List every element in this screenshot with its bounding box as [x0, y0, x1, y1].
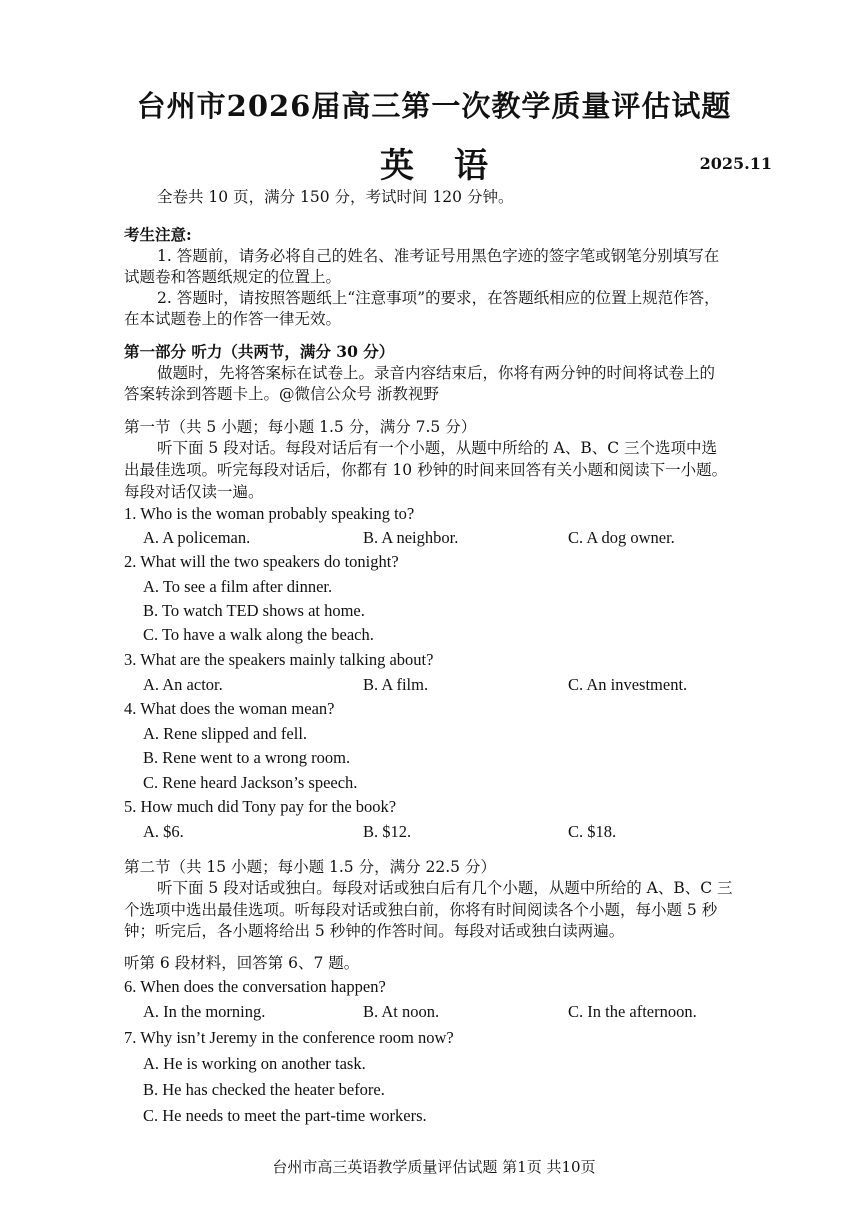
notice-item-2: 2. 答题时，请按照答题纸上“注意事项”的要求，在答题纸相应的位置上规范作答， [157, 289, 720, 307]
section1-instructions: 听下面 5 段对话。每段对话后有一个小题，从题中所给的 A、B、C 三个选项中选 [157, 439, 718, 457]
option-c: C. An investment. [568, 675, 688, 694]
option-c: C. In the afternoon. [568, 1002, 697, 1021]
question-4-option-b: B. Rene went to a wrong room. [143, 748, 351, 767]
option-c: C. A dog owner. [568, 528, 675, 547]
part1-instructions: 做题时，先将答案标在试卷上。录音内容结束后，你将有两分钟的时间将试卷上的 [157, 364, 716, 382]
notice-heading: 考生注意: [124, 225, 192, 244]
question-6: 6. When does the conversation happen? [124, 977, 386, 996]
subject-title: 英语 [380, 146, 528, 186]
notice-item-1-cont: 试题卷和答题纸规定的位置上。 [124, 268, 342, 286]
question-4-option-a: A. Rene slipped and fell. [143, 724, 308, 743]
option-c: C. $18. [568, 822, 617, 841]
question-7: 7. Why isn’t Jeremy in the conference room now? [124, 1028, 454, 1047]
page-footer: 台州市高三英语教学质量评估试题 第1页 共10页 [272, 1158, 596, 1176]
question-2-option-c: C. To have a walk along the beach. [143, 625, 374, 644]
question-7-option-b: B. He has checked the heater before. [143, 1080, 385, 1099]
exam-date: 2025.11 [699, 154, 772, 173]
option-a: A. A policeman. [143, 528, 251, 547]
section2-instructions: 听下面 5 段对话或独白。每段对话或独白后有几个小题，从题中所给的 A、B、C 三 [157, 879, 733, 897]
question-5: 5. How much did Tony pay for the book? [124, 797, 397, 816]
option-a: A. An actor. [143, 675, 223, 694]
part1-heading: 第一部分 听力（共两节，满分 30 分） [124, 342, 395, 361]
question-3: 3. What are the speakers mainly talking about? [124, 650, 434, 669]
section1-heading: 第一节（共 5 小题；每小题 1.5 分，满分 7.5 分） [124, 418, 477, 436]
section1-instructions-end: 每段对话仅读一遍。 [124, 483, 264, 501]
option-b: B. At noon. [363, 1002, 440, 1021]
section1-instructions-cont: 出最佳选项。听完每段对话后，你都有 10 秒钟的时间来回答有关小题和阅读下一小题。 [124, 461, 728, 479]
question-7-option-c: C. He needs to meet the part-time workers. [143, 1106, 427, 1125]
option-a: A. $6. [143, 822, 184, 841]
question-2-option-a: A. To see a film after dinner. [143, 577, 333, 596]
notice-item-2-cont: 在本试题卷上的作答一律无效。 [124, 310, 342, 328]
option-b: B. A film. [363, 675, 429, 694]
option-a: A. In the morning. [143, 1002, 266, 1021]
question-4-option-c: C. Rene heard Jackson’s speech. [143, 773, 358, 792]
section2-instructions-end: 钟；听完后，各小题将给出 5 秒钟的作答时间。每段对话或独白读两遍。 [124, 922, 625, 940]
material-6-label: 听第 6 段材料，回答第 6、7 题。 [124, 954, 360, 972]
question-2: 2. What will the two speakers do tonight? [124, 552, 399, 571]
section2-instructions-cont: 个选项中选出最佳选项。听每段对话或独白前，你将有时间阅读各个小题，每小题 5 秒 [124, 901, 718, 919]
question-2-option-b: B. To watch TED shows at home. [143, 601, 365, 620]
question-7-option-a: A. He is working on another task. [143, 1054, 366, 1073]
section2-heading: 第二节（共 15 小题；每小题 1.5 分，满分 22.5 分） [124, 858, 496, 876]
notice-item-1: 1. 答题前，请务必将自己的姓名、准考证号用黑色字迹的签字笔或钢笔分别填写在 [157, 247, 720, 265]
option-b: B. $12. [363, 822, 412, 841]
part1-instructions-cont: 答案转涂到答题卡上。@微信公众号 浙教视野 [124, 385, 439, 403]
page-title: 台州市2026届高三第一次教学质量评估试题 [136, 89, 732, 123]
exam-info: 全卷共 10 页，满分 150 分，考试时间 120 分钟。 [157, 188, 514, 206]
question-1: 1. Who is the woman probably speaking to? [124, 504, 415, 523]
question-4: 4. What does the woman mean? [124, 699, 335, 718]
option-b: B. A neighbor. [363, 528, 459, 547]
